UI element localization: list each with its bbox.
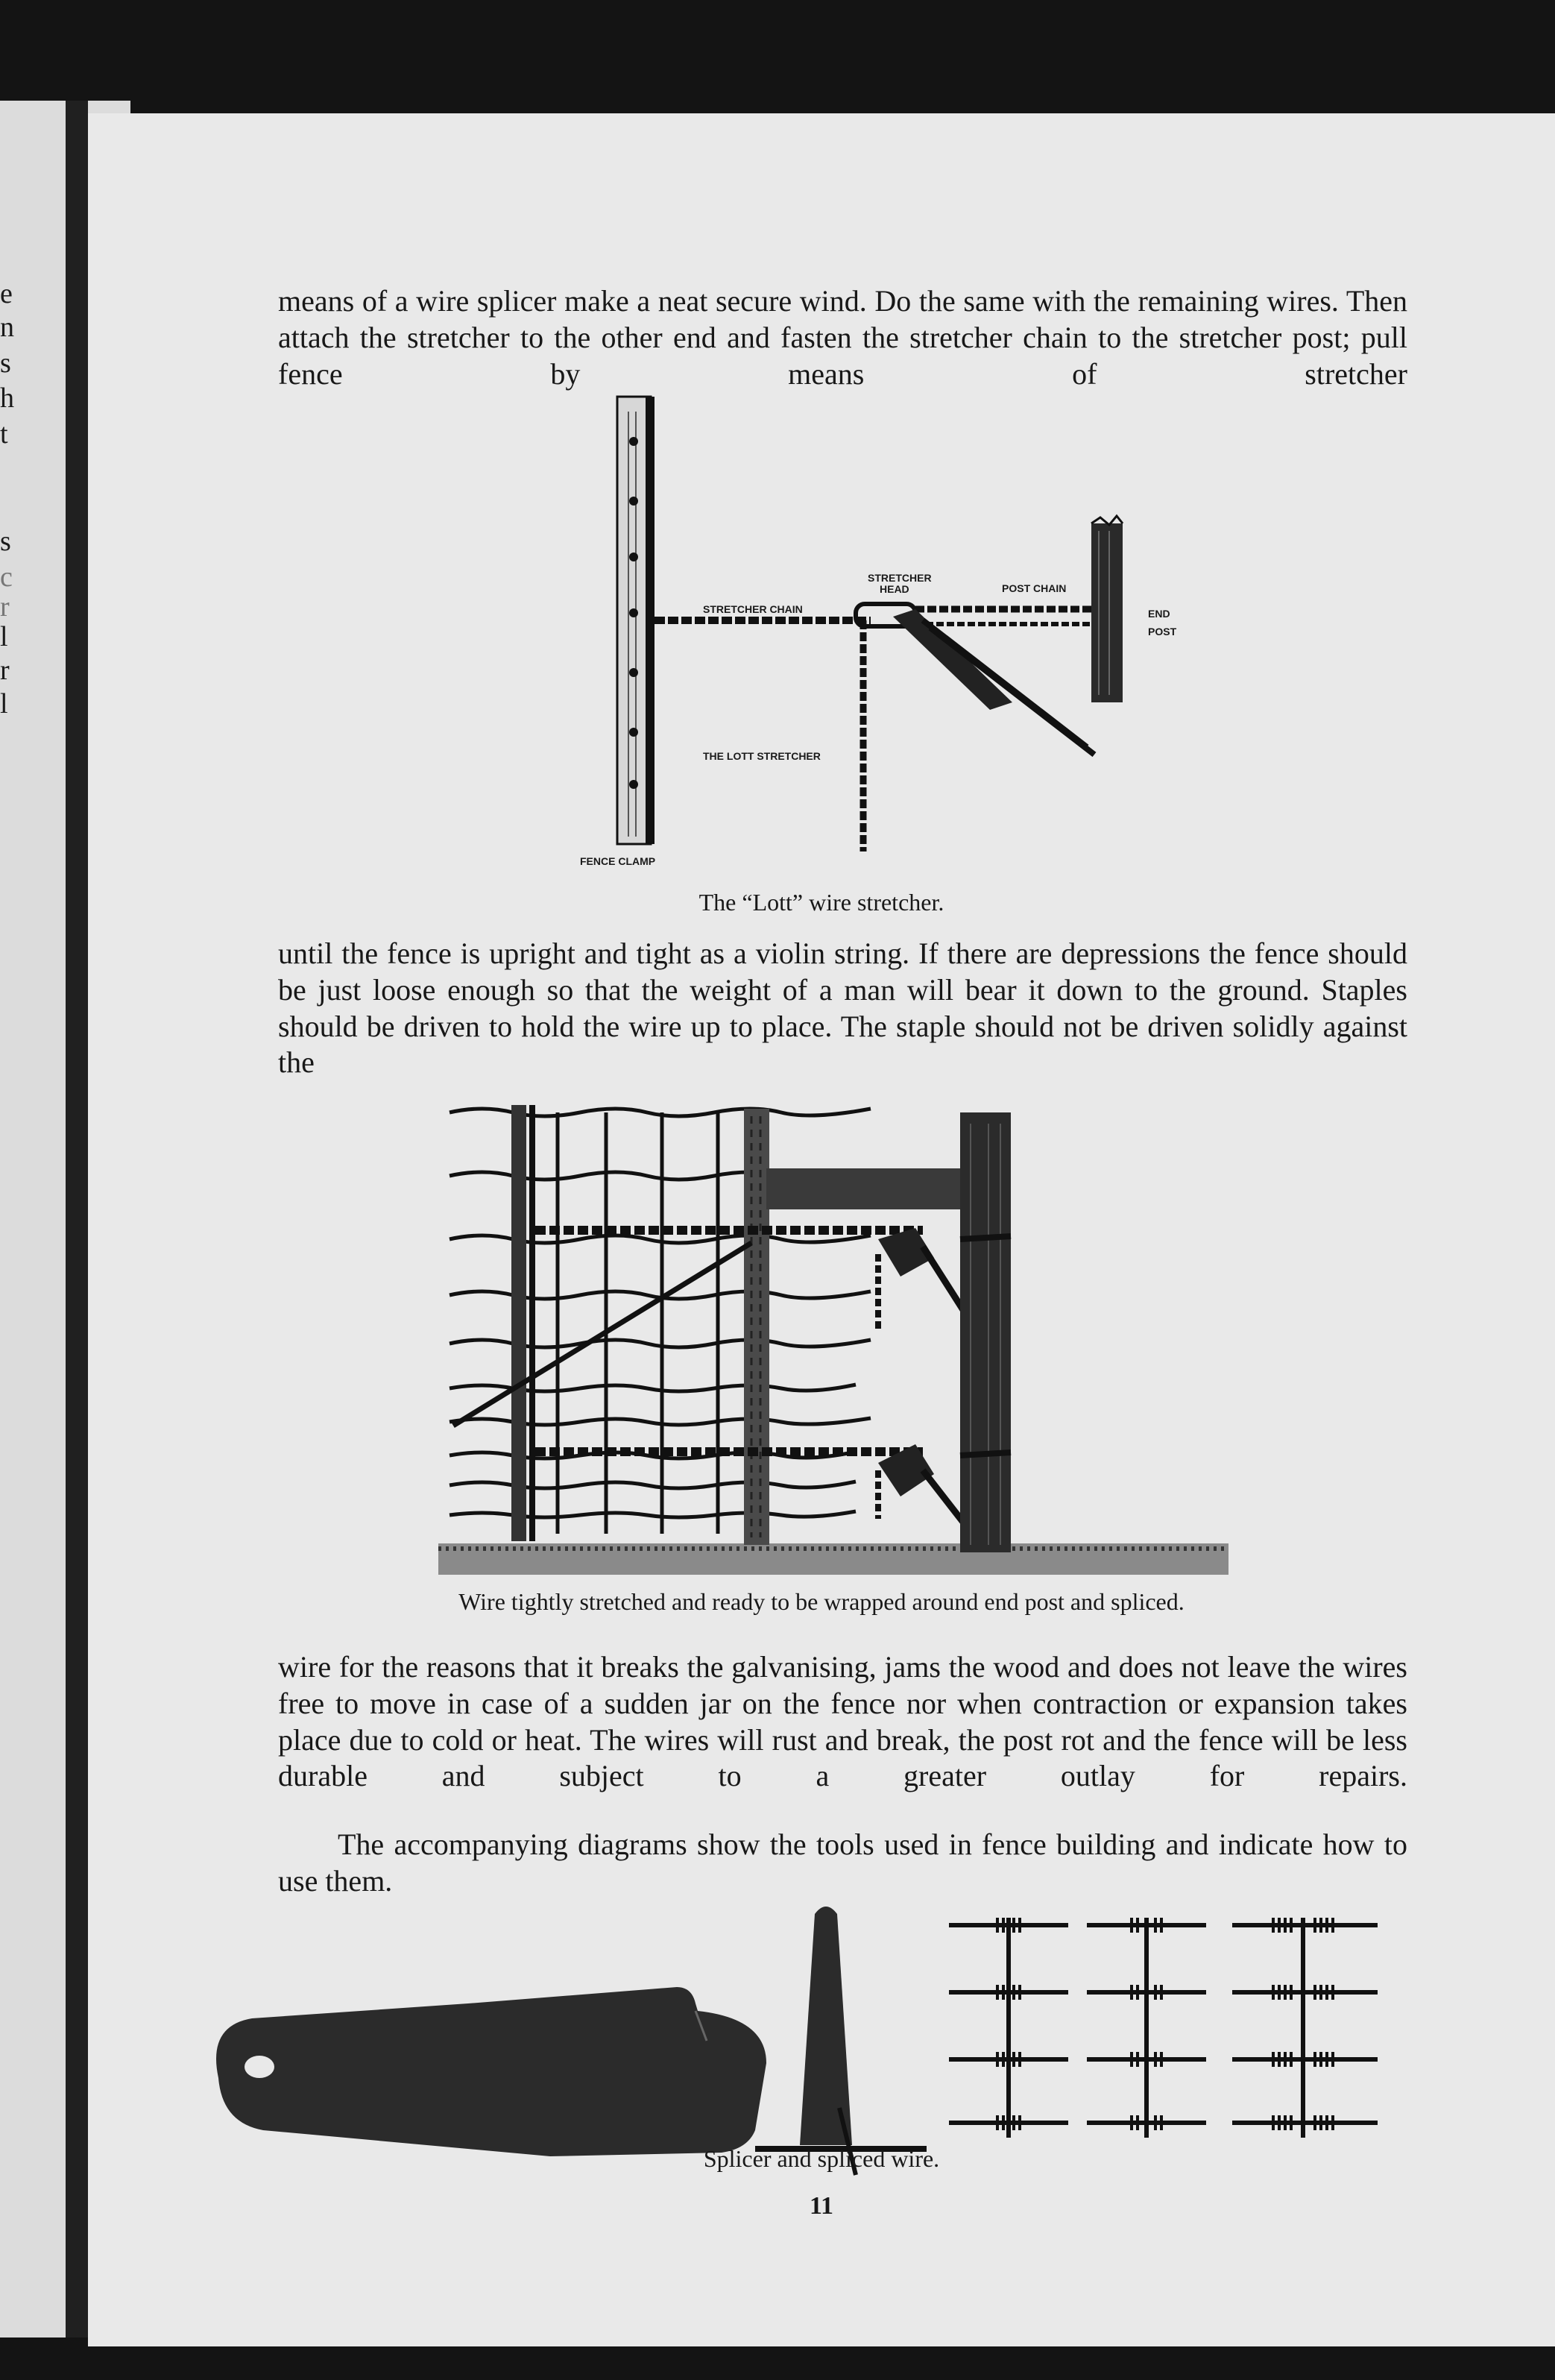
paragraph-2: until the fence is upright and tight as a violin string. If there are depressions the fence should be just loose enough so that the weight of a man will bear it down to the ground. Staples should be driven to hold the wire up to place. The staple should not be driven solidly against the xyxy=(278,936,1407,1080)
fence-clamp-label: FENCE CLAMP xyxy=(580,855,656,867)
splicer-figure xyxy=(200,1899,1467,2242)
post-chain-label: POST CHAIN xyxy=(1002,582,1067,594)
figure-2-caption: Wire tightly stretched and ready to be wrapped around end post and spliced. xyxy=(458,1588,1185,1615)
left-page-letter: r xyxy=(0,655,10,686)
end-post-label: END xyxy=(1148,608,1170,620)
lott-stretcher-figure xyxy=(476,397,1236,889)
left-page-letter: c xyxy=(0,561,13,593)
book-page xyxy=(88,113,1555,2346)
left-page-letter: n xyxy=(0,312,14,343)
stretcher-chain-label: STRETCHER CHAIN xyxy=(703,603,803,615)
left-page-letter: t xyxy=(0,418,8,450)
left-page-letter: h xyxy=(0,382,14,414)
left-page-letter: s xyxy=(0,526,11,557)
left-page-letter: e xyxy=(0,278,13,309)
left-page-letter: s xyxy=(0,347,11,379)
paragraph-1: means of a wire splicer make a neat secure wind. Do the same with the remaining wires. Then attach the stretcher to the other end and fasten the stretcher chain to the stretcher post; pull fence by means of stretcher xyxy=(278,284,1407,391)
page-number: 11 xyxy=(809,2192,834,2220)
stretcher-head-label: STRETCHER xyxy=(868,572,932,584)
book-gutter xyxy=(66,101,88,2338)
paragraph-3: wire for the reasons that it breaks the galvanising, jams the wood and does not leave the wires free to move in case of a sudden jar on the fence nor when contraction or expansion takes place due to cold or heat. The wires will rust and break, the post rot and the fence will be less durable and subject to a greater outlay for repairs. xyxy=(278,1650,1407,1793)
figure-3-caption: Splicer and spliced wire. xyxy=(703,2145,940,2172)
stretched-fence-figure xyxy=(438,1083,1228,1575)
lott-stretcher-label: THE LOTT STRETCHER xyxy=(703,750,821,762)
paragraph-4: The accompanying diagrams show the tools used in fence building and indicate how to use them. xyxy=(278,1828,1407,1898)
left-page-letter: l xyxy=(0,688,8,720)
stretcher-head-label: HEAD xyxy=(880,583,909,595)
end-post-label: POST xyxy=(1148,626,1177,638)
figure-1-caption: The “Lott” wire stretcher. xyxy=(698,889,944,916)
left-page-letter: r xyxy=(0,591,10,623)
left-page-letter: l xyxy=(0,621,8,652)
